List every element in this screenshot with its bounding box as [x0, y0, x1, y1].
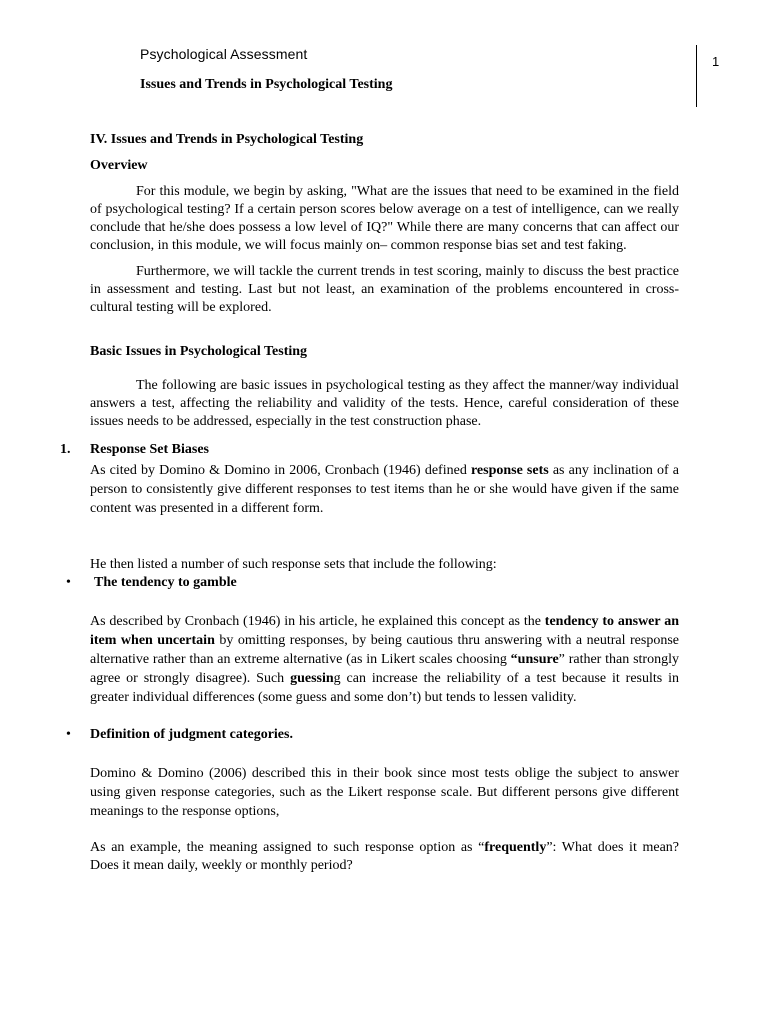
judgment-example-paragraph: [90, 839, 679, 875]
response-set-biases-heading: Response Set Biases: [90, 442, 210, 457]
response-sets-definition: [90, 461, 679, 518]
bold-term: response sets: [470, 463, 549, 478]
overview-paragraph-2: Furthermore, we will tackle the current trends in test scoring, mainly to discuss the best practice in assessment and testing. Last but not least, an examination of the problems encountered in cross-cultural testing will be explored.: [90, 264, 679, 315]
header-document-title: Issues and Trends in Psychological Testing: [140, 77, 393, 92]
header-course-name: Psychological Assessment: [140, 46, 308, 62]
text-run: ”: What does it mean? Does it mean daily, weekly or monthly period?: [90, 840, 679, 873]
bullet-judgment: •: [66, 727, 71, 742]
bold-term: tendency to answer an item when uncertain: [90, 614, 679, 648]
gamble-paragraph: [90, 612, 679, 707]
section-heading: IV. Issues and Trends in Psychological Testing: [90, 132, 364, 147]
text-run: by omitting responses, by being cautious thru answering with a neutral response alternative rather than an extreme alternative (as in Likert scales choosing: [90, 633, 679, 667]
page-number-divider: [696, 45, 697, 107]
text-run: As described by Cronbach (1946) in his article, he explained this concept as the: [90, 614, 545, 629]
bold-term: guessin: [290, 671, 334, 686]
gamble-heading: The tendency to gamble: [94, 575, 237, 590]
text-run: As cited by Domino & Domino in 2006, Cronbach (1946) defined: [90, 463, 471, 478]
text-run: as any inclination of a person to consistently give different responses to test items than he or she would have given if the same content was presented in a different form.: [90, 463, 679, 516]
bold-term: frequently: [484, 840, 547, 855]
list-number-1: 1.: [60, 442, 71, 457]
text-run: g can increase the reliability of a test because it results in greater individual differences (some guess and some don’t) but tends to lessen validity.: [90, 671, 680, 705]
overview-heading: Overview: [90, 158, 148, 173]
bold-term: “unsure: [510, 652, 559, 667]
text-run: As an example, the meaning assigned to such response option as “: [90, 840, 485, 855]
bullet-gamble: •: [66, 575, 71, 590]
basic-issues-intro: The following are basic issues in psychological testing as they affect the manner/way individual answers a test, affecting the reliability and validity of the tests. Hence, careful consideration of these issues needs to be addressed, especially in the test construction phase.: [90, 378, 679, 429]
overview-paragraph-1: For this module, we begin by asking, "What are the issues that need to be examined in the field of psychological testing? If a certain person scores below average on a test of intelligence, can we really conclude that he/she does possess a low level of IQ?" While there are many concerns that can affect our conclusion, in this module, we will focus mainly on– common response bias set and test faking.: [90, 184, 679, 253]
judgment-paragraph: Domino & Domino (2006) described this in their book since most tests oblige the subject to answer using given response categories, such as the Likert response scale. But different persons give different meanings to the response options,: [90, 766, 679, 819]
text-run: ” rather than strongly agree or strongly disagree). Such: [90, 652, 679, 686]
page-number: 1: [712, 54, 720, 69]
basic-issues-heading: Basic Issues in Psychological Testing: [90, 344, 308, 359]
judgment-heading: Definition of judgment categories.: [90, 727, 293, 742]
response-sets-lead-in: He then listed a number of such response sets that include the following:: [90, 557, 497, 572]
